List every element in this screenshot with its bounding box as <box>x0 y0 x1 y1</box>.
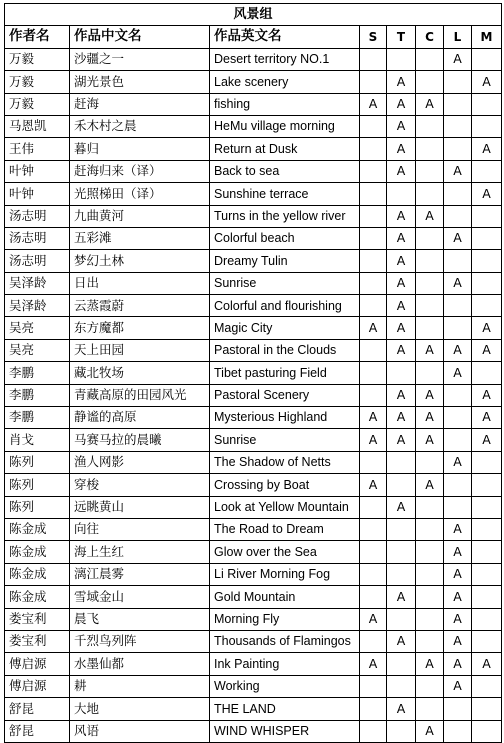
cell-c <box>416 586 444 608</box>
cell-chinese-title: 赶海归来（译） <box>70 160 210 182</box>
header-english-title: 作品英文名 <box>210 26 360 48</box>
cell-m: A <box>472 384 502 406</box>
cell-english-title: Mysterious Highland <box>210 407 360 429</box>
cell-l: A <box>444 272 472 294</box>
cell-s <box>360 115 387 137</box>
cell-author: 万毅 <box>5 48 70 70</box>
cell-chinese-title: 暮归 <box>70 138 210 160</box>
cell-t <box>387 474 416 496</box>
table-row <box>5 541 502 563</box>
cell-m <box>472 250 502 272</box>
cell-chinese-title: 马赛马拉的晨曦 <box>70 429 210 451</box>
cell-c <box>416 496 444 518</box>
cell-c <box>416 272 444 294</box>
cell-chinese-title: 耕 <box>70 675 210 697</box>
cell-author: 陈列 <box>5 474 70 496</box>
table-row <box>5 653 502 675</box>
cell-chinese-title: 渔人网影 <box>70 451 210 473</box>
cell-m: A <box>472 183 502 205</box>
cell-s <box>360 496 387 518</box>
cell-l: A <box>444 563 472 585</box>
cell-english-title: Pastoral Scenery <box>210 384 360 406</box>
cell-s <box>360 362 387 384</box>
cell-l: A <box>444 48 472 70</box>
cell-l <box>444 71 472 93</box>
cell-m: A <box>472 339 502 361</box>
cell-t: A <box>387 339 416 361</box>
cell-m <box>472 563 502 585</box>
cell-l: A <box>444 675 472 697</box>
cell-english-title: Dreamy Tulin <box>210 250 360 272</box>
cell-c <box>416 115 444 137</box>
cell-english-title: Li River Morning Fog <box>210 563 360 585</box>
cell-author: 吴泽龄 <box>5 295 70 317</box>
cell-m <box>472 295 502 317</box>
cell-t: A <box>387 630 416 652</box>
cell-s <box>360 183 387 205</box>
cell-english-title: Ink Painting <box>210 653 360 675</box>
cell-l <box>444 720 472 742</box>
cell-english-title: Pastoral in the Clouds <box>210 339 360 361</box>
table-row <box>5 496 502 518</box>
cell-c <box>416 698 444 720</box>
cell-author: 叶钟 <box>5 160 70 182</box>
cell-m <box>472 160 502 182</box>
cell-s <box>360 250 387 272</box>
cell-english-title: Back to sea <box>210 160 360 182</box>
table-row <box>5 451 502 473</box>
cell-t <box>387 675 416 697</box>
cell-chinese-title: 沙疆之一 <box>70 48 210 70</box>
cell-m <box>472 698 502 720</box>
cell-english-title: Colorful and flourishing <box>210 295 360 317</box>
cell-author: 娄宝利 <box>5 630 70 652</box>
cell-s <box>360 160 387 182</box>
cell-t: A <box>387 407 416 429</box>
cell-chinese-title: 海上生红 <box>70 541 210 563</box>
cell-c <box>416 563 444 585</box>
cell-author: 万毅 <box>5 93 70 115</box>
cell-l <box>444 183 472 205</box>
cell-m <box>472 675 502 697</box>
header-l: L <box>444 26 472 48</box>
cell-english-title: Lake scenery <box>210 71 360 93</box>
cell-t: A <box>387 272 416 294</box>
cell-m: A <box>472 407 502 429</box>
cell-m: A <box>472 71 502 93</box>
cell-l <box>444 429 472 451</box>
cell-t: A <box>387 250 416 272</box>
cell-m <box>472 720 502 742</box>
table-row <box>5 630 502 652</box>
cell-chinese-title: 湖光景色 <box>70 71 210 93</box>
cell-english-title: fishing <box>210 93 360 115</box>
cell-chinese-title: 天上田园 <box>70 339 210 361</box>
cell-l: A <box>444 630 472 652</box>
cell-author: 马恩凯 <box>5 115 70 137</box>
cell-author: 汤志明 <box>5 250 70 272</box>
cell-m: A <box>472 317 502 339</box>
cell-author: 傅启源 <box>5 675 70 697</box>
cell-english-title: Sunshine terrace <box>210 183 360 205</box>
cell-m <box>472 205 502 227</box>
table-row <box>5 563 502 585</box>
cell-english-title: WIND WHISPER <box>210 720 360 742</box>
cell-author: 傅启源 <box>5 653 70 675</box>
cell-c <box>416 518 444 540</box>
cell-l: A <box>444 227 472 249</box>
header-author: 作者名 <box>5 26 70 48</box>
table-row <box>5 227 502 249</box>
cell-t: A <box>387 429 416 451</box>
cell-c: A <box>416 653 444 675</box>
cell-author: 舒昆 <box>5 720 70 742</box>
cell-m <box>472 272 502 294</box>
cell-author: 汤志明 <box>5 227 70 249</box>
cell-t: A <box>387 160 416 182</box>
table-row <box>5 608 502 630</box>
cell-author: 陈金成 <box>5 586 70 608</box>
cell-t: A <box>387 205 416 227</box>
cell-s: A <box>360 653 387 675</box>
cell-t <box>387 48 416 70</box>
cell-chinese-title: 远眺黄山 <box>70 496 210 518</box>
cell-l <box>444 384 472 406</box>
cell-english-title: Sunrise <box>210 429 360 451</box>
cell-author: 汤志明 <box>5 205 70 227</box>
cell-m <box>472 608 502 630</box>
cell-author: 舒昆 <box>5 698 70 720</box>
cell-m <box>472 541 502 563</box>
cell-t: A <box>387 496 416 518</box>
table-row <box>5 518 502 540</box>
table-row <box>5 429 502 451</box>
cell-english-title: Glow over the Sea <box>210 541 360 563</box>
cell-s <box>360 138 387 160</box>
cell-author: 王伟 <box>5 138 70 160</box>
cell-t: A <box>387 227 416 249</box>
cell-english-title: Gold Mountain <box>210 586 360 608</box>
cell-l: A <box>444 608 472 630</box>
cell-s <box>360 541 387 563</box>
cell-english-title: Return at Dusk <box>210 138 360 160</box>
table-title: 风景组 <box>5 4 502 26</box>
cell-l: A <box>444 362 472 384</box>
cell-chinese-title: 向往 <box>70 518 210 540</box>
cell-s: A <box>360 429 387 451</box>
cell-author: 陈列 <box>5 496 70 518</box>
table-row <box>5 115 502 137</box>
cell-m <box>472 115 502 137</box>
cell-chinese-title: 藏北牧场 <box>70 362 210 384</box>
cell-s: A <box>360 474 387 496</box>
cell-s <box>360 384 387 406</box>
cell-english-title: The Shadow of Netts <box>210 451 360 473</box>
header-c: C <box>416 26 444 48</box>
cell-m: A <box>472 138 502 160</box>
table-title-row <box>5 4 502 26</box>
cell-c <box>416 295 444 317</box>
cell-t: A <box>387 71 416 93</box>
table-row <box>5 48 502 70</box>
cell-c <box>416 451 444 473</box>
cell-l <box>444 496 472 518</box>
cell-m <box>472 496 502 518</box>
cell-l <box>444 295 472 317</box>
cell-l <box>444 698 472 720</box>
cell-english-title: Desert territory NO.1 <box>210 48 360 70</box>
cell-author: 李鹏 <box>5 362 70 384</box>
cell-l <box>444 93 472 115</box>
cell-t: A <box>387 115 416 137</box>
header-chinese-title: 作品中文名 <box>70 26 210 48</box>
cell-m: A <box>472 429 502 451</box>
cell-c <box>416 160 444 182</box>
table-row <box>5 675 502 697</box>
cell-english-title: Tibet pasturing Field <box>210 362 360 384</box>
table-row <box>5 183 502 205</box>
cell-m <box>472 518 502 540</box>
cell-author: 万毅 <box>5 71 70 93</box>
table-row <box>5 138 502 160</box>
cell-l <box>444 115 472 137</box>
cell-c <box>416 227 444 249</box>
cell-author: 叶钟 <box>5 183 70 205</box>
cell-c: A <box>416 429 444 451</box>
cell-s <box>360 205 387 227</box>
cell-l: A <box>444 541 472 563</box>
cell-chinese-title: 赶海 <box>70 93 210 115</box>
cell-t: A <box>387 384 416 406</box>
cell-t: A <box>387 295 416 317</box>
cell-english-title: Working <box>210 675 360 697</box>
cell-m <box>472 93 502 115</box>
cell-m: A <box>472 653 502 675</box>
cell-t <box>387 720 416 742</box>
cell-english-title: Crossing by Boat <box>210 474 360 496</box>
cell-t: A <box>387 138 416 160</box>
cell-english-title: Morning Fly <box>210 608 360 630</box>
table-header-row <box>5 26 502 48</box>
table-row <box>5 407 502 429</box>
cell-l <box>444 250 472 272</box>
cell-c <box>416 138 444 160</box>
cell-t <box>387 518 416 540</box>
cell-chinese-title: 穿梭 <box>70 474 210 496</box>
cell-chinese-title: 大地 <box>70 698 210 720</box>
cell-t: A <box>387 93 416 115</box>
cell-c <box>416 183 444 205</box>
cell-author: 陈金成 <box>5 563 70 585</box>
cell-s <box>360 675 387 697</box>
cell-c: A <box>416 205 444 227</box>
cell-author: 李鹏 <box>5 407 70 429</box>
cell-author: 肖戈 <box>5 429 70 451</box>
cell-t <box>387 653 416 675</box>
cell-english-title: Look at Yellow Mountain <box>210 496 360 518</box>
cell-author: 陈金成 <box>5 541 70 563</box>
cell-s <box>360 272 387 294</box>
cell-m <box>472 630 502 652</box>
cell-s: A <box>360 407 387 429</box>
cell-chinese-title: 梦幻土林 <box>70 250 210 272</box>
cell-l: A <box>444 586 472 608</box>
cell-c: A <box>416 720 444 742</box>
cell-m <box>472 451 502 473</box>
cell-author: 吴亮 <box>5 339 70 361</box>
cell-s <box>360 48 387 70</box>
cell-c <box>416 317 444 339</box>
cell-l <box>444 138 472 160</box>
cell-c <box>416 250 444 272</box>
cell-t: A <box>387 698 416 720</box>
cell-s <box>360 698 387 720</box>
table-row <box>5 698 502 720</box>
cell-s <box>360 720 387 742</box>
table-row <box>5 317 502 339</box>
header-s: S <box>360 26 387 48</box>
cell-chinese-title: 光照梯田（译） <box>70 183 210 205</box>
table-row <box>5 250 502 272</box>
cell-s <box>360 563 387 585</box>
cell-s <box>360 630 387 652</box>
cell-c: A <box>416 339 444 361</box>
cell-l <box>444 317 472 339</box>
cell-s <box>360 339 387 361</box>
cell-s: A <box>360 317 387 339</box>
cell-t <box>387 563 416 585</box>
cell-l: A <box>444 339 472 361</box>
cell-c <box>416 71 444 93</box>
cell-c <box>416 608 444 630</box>
cell-chinese-title: 青藏高原的田园风光 <box>70 384 210 406</box>
cell-c: A <box>416 384 444 406</box>
cell-english-title: Thousands of Flamingos <box>210 630 360 652</box>
cell-l <box>444 474 472 496</box>
table-row <box>5 720 502 742</box>
cell-s: A <box>360 608 387 630</box>
cell-t: A <box>387 586 416 608</box>
cell-m <box>472 48 502 70</box>
cell-chinese-title: 晨飞 <box>70 608 210 630</box>
cell-english-title: Sunrise <box>210 272 360 294</box>
cell-s <box>360 227 387 249</box>
cell-c <box>416 675 444 697</box>
cell-t <box>387 362 416 384</box>
cell-chinese-title: 雪域金山 <box>70 586 210 608</box>
cell-l: A <box>444 451 472 473</box>
scenery-group-table <box>4 3 502 743</box>
cell-c: A <box>416 407 444 429</box>
cell-chinese-title: 日出 <box>70 272 210 294</box>
cell-s <box>360 295 387 317</box>
cell-l: A <box>444 160 472 182</box>
cell-s <box>360 518 387 540</box>
cell-l: A <box>444 518 472 540</box>
cell-t <box>387 541 416 563</box>
cell-english-title: Turns in the yellow river <box>210 205 360 227</box>
cell-s <box>360 586 387 608</box>
cell-t <box>387 608 416 630</box>
cell-author: 陈列 <box>5 451 70 473</box>
cell-c <box>416 630 444 652</box>
cell-c: A <box>416 474 444 496</box>
cell-chinese-title: 禾木村之晨 <box>70 115 210 137</box>
cell-author: 吴泽龄 <box>5 272 70 294</box>
cell-c <box>416 48 444 70</box>
cell-chinese-title: 九曲黄河 <box>70 205 210 227</box>
table-row <box>5 586 502 608</box>
cell-c <box>416 362 444 384</box>
cell-t <box>387 451 416 473</box>
cell-english-title: The Road to Dream <box>210 518 360 540</box>
cell-chinese-title: 风语 <box>70 720 210 742</box>
table-row <box>5 93 502 115</box>
cell-t: A <box>387 317 416 339</box>
cell-l <box>444 205 472 227</box>
header-t: T <box>387 26 416 48</box>
cell-author: 陈金成 <box>5 518 70 540</box>
cell-m <box>472 586 502 608</box>
table-row <box>5 339 502 361</box>
cell-chinese-title: 五彩滩 <box>70 227 210 249</box>
cell-chinese-title: 千烈鸟列阵 <box>70 630 210 652</box>
table-row <box>5 160 502 182</box>
header-m: M <box>472 26 502 48</box>
cell-author: 李鹏 <box>5 384 70 406</box>
cell-english-title: THE LAND <box>210 698 360 720</box>
cell-m <box>472 227 502 249</box>
cell-c: A <box>416 93 444 115</box>
cell-m <box>472 474 502 496</box>
cell-s: A <box>360 93 387 115</box>
cell-author: 吴亮 <box>5 317 70 339</box>
cell-l <box>444 407 472 429</box>
table-row <box>5 362 502 384</box>
cell-english-title: Colorful beach <box>210 227 360 249</box>
table-row <box>5 272 502 294</box>
table-row <box>5 205 502 227</box>
cell-chinese-title: 漓江晨雾 <box>70 563 210 585</box>
cell-s <box>360 451 387 473</box>
cell-c <box>416 541 444 563</box>
cell-m <box>472 362 502 384</box>
cell-english-title: HeMu village morning <box>210 115 360 137</box>
table-row <box>5 474 502 496</box>
cell-t <box>387 183 416 205</box>
cell-author: 娄宝利 <box>5 608 70 630</box>
cell-chinese-title: 水墨仙都 <box>70 653 210 675</box>
cell-s <box>360 71 387 93</box>
table-row <box>5 71 502 93</box>
cell-english-title: Magic City <box>210 317 360 339</box>
table-row <box>5 384 502 406</box>
table-row <box>5 295 502 317</box>
cell-chinese-title: 东方魔都 <box>70 317 210 339</box>
cell-chinese-title: 云蒸霞蔚 <box>70 295 210 317</box>
cell-chinese-title: 静谧的高原 <box>70 407 210 429</box>
cell-l: A <box>444 653 472 675</box>
